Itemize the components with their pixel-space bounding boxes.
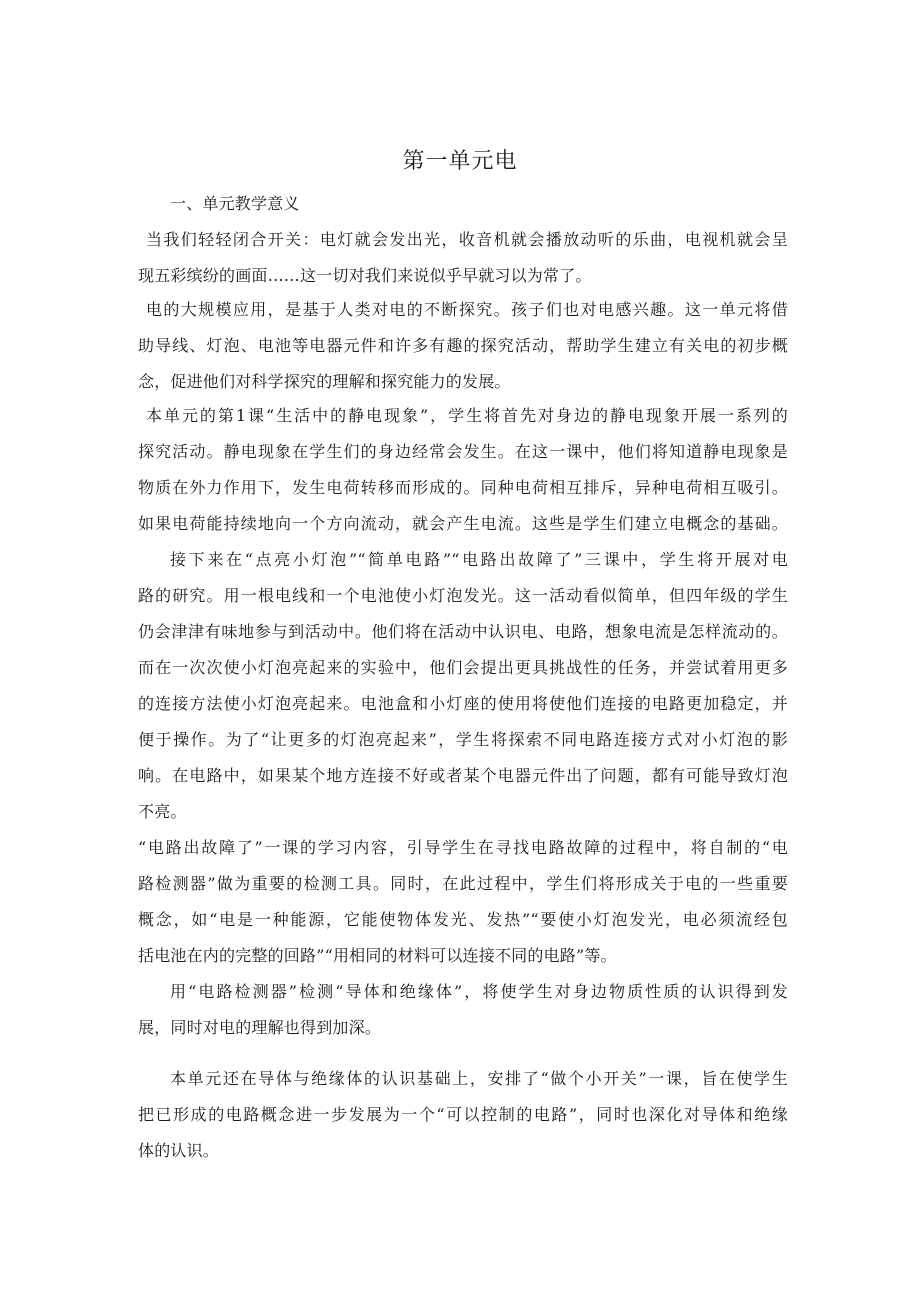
paragraph-line: 用“电路检测器”检测“导体和绝缘体”，将使学生对身边物质性质的认识得到发 bbox=[170, 982, 788, 1001]
paragraph-line: 便于操作。为了“让更多的灯泡亮起来”，学生将探索不同电路连接方式对小灯泡的影 bbox=[138, 730, 788, 749]
paragraph-line: “电路出故障了”一课的学习内容，引导学生在寻找电路故障的过程中，将自制的“电 bbox=[138, 838, 788, 857]
paragraph-line: 不亮。 bbox=[138, 802, 187, 821]
paragraph-line: 仍会津津有味地参与到活动中。他们将在活动中认识电、电路，想象电流是怎样流动的。 bbox=[138, 622, 788, 641]
paragraph-line: 电的大规模应用，是基于人类对电的不断探究。孩子们也对电感兴趣。这一单元将借 bbox=[146, 300, 788, 319]
paragraph-line: 的连接方法使小灯泡亮起来。电池盒和小灯座的使用将使他们连接的电路更加稳定，并 bbox=[138, 694, 788, 713]
paragraph-line: 探究活动。静电现象在学生们的身边经常会发生。在这一课中，他们将知道静电现象是 bbox=[138, 442, 788, 461]
page-title: 第一单元电 bbox=[402, 149, 518, 174]
paragraph-line: 响。在电路中，如果某个地方连接不好或者某个电器元件出了问题，都有可能导致灯泡 bbox=[138, 766, 788, 785]
paragraph-line: 路检测器”做为重要的检测工具。同时，在此过程中，学生们将形成关于电的一些重要 bbox=[138, 874, 788, 893]
paragraph-line: 路的研究。用一根电线和一个电池使小灯泡发光。这一活动看似简单，但四年级的学生 bbox=[138, 586, 788, 605]
paragraph-line: 展，同时对电的理解也得到加深。 bbox=[138, 1018, 382, 1037]
paragraph-line: 现五彩缤纷的画面……这一切对我们来说似乎早就习以为常了。 bbox=[138, 266, 592, 285]
paragraph-line: 本单元还在导体与绝缘体的认识基础上，安排了“做个小开关”一课，旨在使学生 bbox=[170, 1069, 788, 1088]
paragraph-line: 括电池在内的完整的回路”“用相同的材料可以连接不同的电路”等。 bbox=[138, 946, 617, 965]
paragraph-line: 念，促进他们对科学探究的理解和探究能力的发展。 bbox=[138, 372, 511, 391]
paragraph-line: 一、单元教学意义 bbox=[170, 194, 300, 213]
paragraph-line: 概念，如“电是一种能源，它能使物体发光、发热”“要使小灯泡发光，电必须流经包 bbox=[138, 910, 788, 929]
paragraph-line: 接下来在“点亮小灯泡”“简单电路”“电路出故障了”三课中，学生将开展对电 bbox=[170, 550, 788, 569]
paragraph-line: 体的认识。 bbox=[138, 1141, 220, 1160]
paragraph-line: 物质在外力作用下，发生电荷转移而形成的。同种电荷相互排斥，异种电荷相互吸引。 bbox=[138, 478, 788, 497]
paragraph-line: 而在一次次使小灯泡亮起来的实验中，他们会提出更具挑战性的任务，并尝试着用更多 bbox=[138, 658, 788, 677]
paragraph-line: 助导线、灯泡、电池等电器元件和许多有趣的探究活动，帮助学生建立有关电的初步概 bbox=[138, 336, 788, 355]
paragraph-line: 本单元的第1课“生活中的静电现象”，学生将首先对身边的静电现象开展一系列的 bbox=[146, 406, 788, 425]
paragraph-line: 如果电荷能持续地向一个方向流动，就会产生电流。这些是学生们建立电概念的基础。 bbox=[138, 514, 788, 533]
paragraph-line: 当我们轻轻闭合开关：电灯就会发出光，收音机就会播放动听的乐曲，电视机就会呈 bbox=[146, 230, 788, 249]
paragraph-line: 把已形成的电路概念进一步发展为一个“可以控制的电路”，同时也深化对导体和绝缘 bbox=[138, 1105, 788, 1124]
